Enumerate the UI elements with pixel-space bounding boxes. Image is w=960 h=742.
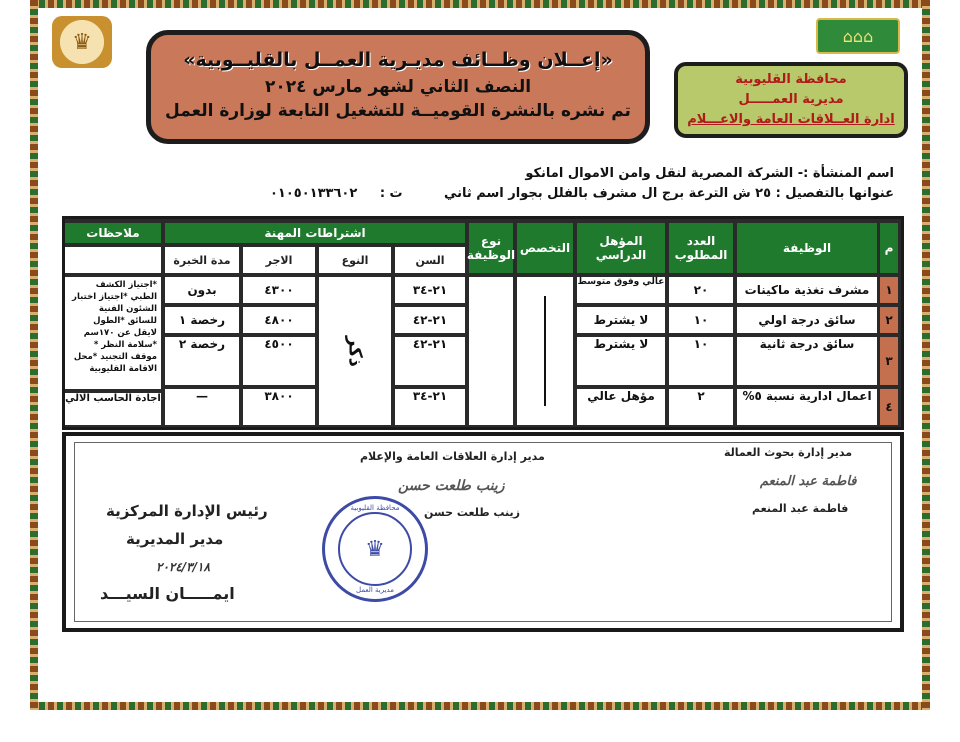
row1-m: ١ xyxy=(880,277,898,303)
header-salary: الاجر xyxy=(243,247,315,273)
header-qualification: المؤهل الدراسي xyxy=(577,223,665,273)
establishment-phone xyxy=(270,186,403,201)
row2-count: ١٠ xyxy=(669,307,733,333)
row3-qualification: لا يشترط xyxy=(577,337,665,385)
labor-manager-name: فاطمة عبد المنعم xyxy=(752,502,849,515)
row1-experience: بدون xyxy=(165,277,239,303)
governorate-logo xyxy=(816,18,900,54)
eagle-seal-icon: ♛ xyxy=(365,536,385,562)
header-count: العدد المطلوب xyxy=(669,223,733,273)
jobs-table xyxy=(62,216,904,430)
title-line-1: «إعــلان وظــائف مديـرية العمــل بالقليــوبية» xyxy=(183,49,613,71)
row4-experience: — xyxy=(165,389,239,425)
row4-salary: ٣٨٠٠ xyxy=(243,389,315,425)
row2-qualification: لا يشترط xyxy=(577,307,665,333)
head-signature-date: ٢٠٢٤/٣/١٨ xyxy=(156,560,210,574)
header-notes-blank xyxy=(65,247,161,273)
header-conditions: اشتراطات المهنة xyxy=(165,223,465,243)
landmark-icon: ⌂⌂⌂ xyxy=(842,26,874,46)
decorative-border-left xyxy=(30,0,38,710)
row4-age: ٢١-٣٤ xyxy=(395,389,465,425)
official-seal xyxy=(322,496,428,602)
title-line-2: النصف الثاني لشهر مارس ٢٠٢٤ xyxy=(264,77,532,97)
ministry-logo xyxy=(52,16,112,68)
establishment-address: عنوانها بالتفصيل : ٢٥ ش الترعة برج ال مشرف بالفلل بجوار اسم ثاني xyxy=(443,186,894,201)
seal-bottom-text: مديرية العمل xyxy=(356,586,394,594)
decorative-border-top xyxy=(30,0,930,8)
row1-age: ٢١-٣٤ xyxy=(395,277,465,303)
seal-inner-ring xyxy=(338,512,412,586)
row1-salary: ٤٣٠٠ xyxy=(243,277,315,303)
phone-number: ٠١٠٥٠١٣٣٦٠٢ xyxy=(270,186,358,201)
header-notes: ملاحظات xyxy=(65,223,161,243)
row1-job: مشرف تغذية ماكينات xyxy=(737,277,877,303)
header-age: السن xyxy=(395,247,465,273)
title-line-3: تم نشره بالنشرة القوميــة للتشغيل التابعة لوزارة العمل xyxy=(165,101,631,121)
head-name: ايمـــــان السيـــد xyxy=(100,584,235,603)
row3-job: سائق درجة ثانية xyxy=(737,337,877,385)
header-m: م xyxy=(880,223,898,273)
row2-age: ٢١-٤٢ xyxy=(395,307,465,333)
announcement-title-box xyxy=(146,30,650,144)
head-title-2: مدير المديرية xyxy=(126,530,224,548)
notes-conditions: *اجتياز الكشف الطبي *اجتياز اختبار الشئون الفنية للسائق *الطول لايقل عن ١٧٠سم *سلامة النظر * موقف التجنيد *محل الاقامة القليوبية xyxy=(65,277,161,389)
governorate-box xyxy=(674,62,908,138)
row4-qualification: مؤهل عالي xyxy=(577,389,665,425)
labor-manager-title: مدير إدارة بحوث العمالة xyxy=(724,446,853,459)
head-title-1: رئيس الإدارة المركزية xyxy=(106,502,268,520)
header-job: الوظيفة xyxy=(737,223,877,273)
row2-experience: رخصة ١ xyxy=(165,307,239,333)
header-experience: مدة الخبرة xyxy=(165,247,239,273)
row4-job: اعمال ادارية نسبة ٥% xyxy=(737,389,877,425)
establishment-name: اسم المنشأة :- الشركة المصرية لنقل وامن الاموال امانكو xyxy=(525,166,894,181)
gov-line-1: محافظة القليوبية xyxy=(735,72,847,87)
row3-count: ١٠ xyxy=(669,337,733,385)
pr-manager-signature: زينب طلعت حسن xyxy=(398,478,505,494)
row1-count: ٢٠ xyxy=(669,277,733,303)
row1-qualification: عالي وفوق متوسط xyxy=(577,277,665,303)
seal-top-text: محافظة القليوبية xyxy=(350,504,400,512)
row2-salary: ٤٨٠٠ xyxy=(243,307,315,333)
row4-count: ٢ xyxy=(669,389,733,425)
notes-computer: اجادة الحاسب الالي xyxy=(65,393,161,425)
gov-line-2: مديرية العمـــــل xyxy=(738,92,844,107)
labor-manager-signature: فاطمة عبد المنعم xyxy=(760,474,857,489)
decorative-border-right xyxy=(922,0,930,710)
row4-m: ٤ xyxy=(880,389,898,425)
row2-m: ٢ xyxy=(880,307,898,333)
pr-manager-name: زينب طلعت حسن xyxy=(424,506,520,519)
row2-job: سائق درجة اولي xyxy=(737,307,877,333)
gender-merged: ذكر xyxy=(319,277,391,425)
row3-salary: ٤٥٠٠ xyxy=(243,337,315,385)
specialty-dash xyxy=(544,296,546,406)
phone-label: ت : xyxy=(379,186,403,201)
header-job-type: نوع الوظيفة xyxy=(469,223,513,273)
eagle-icon: ♛ xyxy=(72,29,92,55)
gov-line-3: ادارة العــلاقات العامة والاعـــلام xyxy=(687,112,895,127)
row3-age: ٢١-٤٢ xyxy=(395,337,465,385)
job-type-merged xyxy=(469,277,513,425)
specialty-merged xyxy=(517,277,573,425)
decorative-border-bottom xyxy=(30,702,930,710)
pr-manager-title: مدير إدارة العلاقات العامة والإعلام xyxy=(360,450,545,463)
header-specialty: التخصص xyxy=(517,223,573,273)
header-gender: النوع xyxy=(319,247,391,273)
row3-m: ٣ xyxy=(880,337,898,385)
row3-experience: رخصة ٢ xyxy=(165,337,239,385)
